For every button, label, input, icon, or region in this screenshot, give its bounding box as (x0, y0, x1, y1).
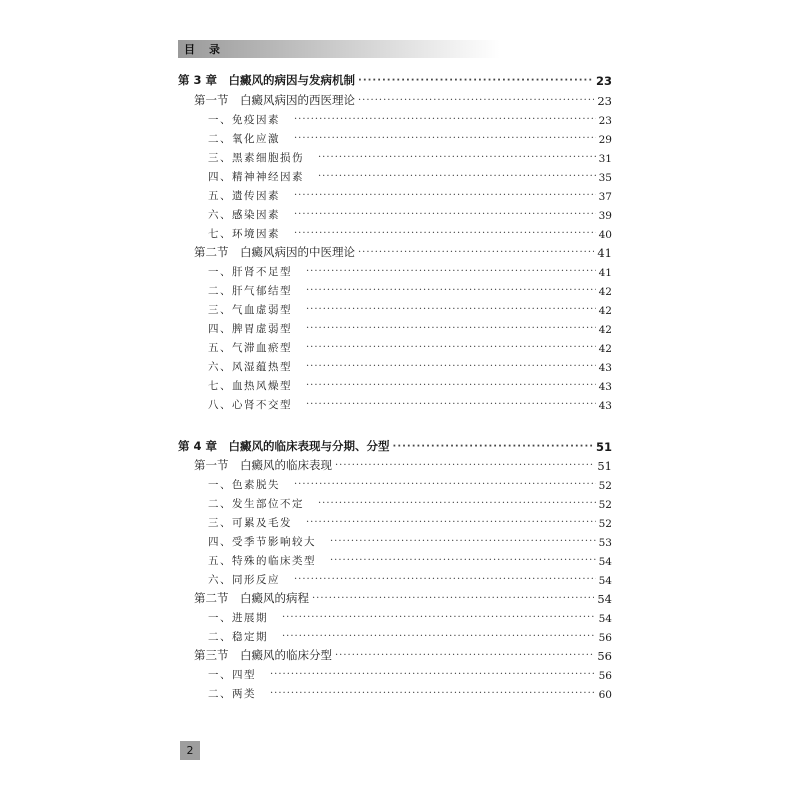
toc-entry-title: 第二节 白癜风的病程 (194, 591, 309, 605)
toc-chapter-row[interactable] (178, 438, 612, 454)
toc-sub-row[interactable] (208, 533, 612, 549)
page-number: 2 (180, 741, 200, 760)
toc-page-number: 43 (598, 362, 612, 374)
toc-sub-row[interactable] (208, 282, 612, 298)
leader-dots (294, 189, 596, 203)
toc-section-row[interactable] (194, 244, 612, 260)
toc-entry-title: 六、感染因素 (208, 209, 280, 221)
toc-entry-title: 一、免疫因素 (208, 114, 280, 126)
toc-page-number: 54 (598, 613, 612, 625)
toc-sub-row[interactable] (208, 187, 612, 203)
toc-entry-title: 四、受季节影响较大 (208, 536, 316, 548)
toc-sub-row[interactable] (208, 168, 612, 184)
toc-sub-row[interactable] (208, 149, 612, 165)
toc-page-number: 43 (598, 400, 612, 412)
toc-page-number: 52 (598, 499, 612, 511)
toc-page-number: 37 (598, 191, 612, 203)
toc-entry-title: 四、脾胃虚弱型 (208, 323, 292, 335)
toc-entry-title: 五、遗传因素 (208, 190, 280, 202)
toc-entry-title: 第三节 白癜风的临床分型 (194, 648, 332, 662)
toc-sub-row[interactable] (208, 666, 612, 682)
toc-sub-row[interactable] (208, 495, 612, 511)
toc-page-number: 42 (598, 343, 612, 355)
leader-dots (306, 398, 596, 412)
toc-sub-row[interactable] (208, 628, 612, 644)
leader-dots (358, 74, 593, 88)
leader-dots (306, 516, 596, 530)
toc-entry-title: 二、肝气郁结型 (208, 285, 292, 297)
leader-dots (335, 459, 594, 473)
leader-dots (318, 170, 596, 184)
toc-sub-row[interactable] (208, 609, 612, 625)
toc-sub-row[interactable] (208, 225, 612, 241)
toc-sub-row[interactable] (208, 552, 612, 568)
toc-entry-title: 五、气滞血瘀型 (208, 342, 292, 354)
toc-entry-title: 七、环境因素 (208, 228, 280, 240)
toc-page-number: 23 (597, 94, 612, 108)
toc-sub-row[interactable] (208, 339, 612, 355)
toc-page-number: 29 (598, 134, 612, 146)
leader-dots (306, 360, 596, 374)
toc-page-number: 42 (598, 305, 612, 317)
toc-page-number: 31 (598, 153, 612, 165)
toc-sub-row[interactable] (208, 206, 612, 222)
toc-section-row[interactable] (194, 457, 612, 473)
toc-entry-title: 第二节 白癜风病因的中医理论 (194, 245, 355, 259)
toc-page-number: 54 (598, 575, 612, 587)
toc-entry-title: 第 3 章 白癜风的病因与发病机制 (178, 73, 356, 87)
leader-dots (358, 246, 594, 260)
toc-section-row[interactable] (194, 647, 612, 663)
leader-dots (306, 284, 596, 298)
leader-dots (393, 440, 593, 454)
toc-entry-title: 四、精神神经因素 (208, 171, 304, 183)
leader-dots (282, 611, 596, 625)
leader-dots (358, 94, 594, 108)
toc-sub-row[interactable] (208, 320, 612, 336)
leader-dots (270, 668, 596, 682)
leader-dots (294, 132, 596, 146)
toc-entry-title: 三、可累及毛发 (208, 517, 292, 529)
toc-entry-title: 二、氧化应激 (208, 133, 280, 145)
toc-sub-row[interactable] (208, 476, 612, 492)
leader-dots (306, 303, 596, 317)
toc-entry-title: 第 4 章 白癜风的临床表现与分期、分型 (178, 439, 390, 453)
toc-entry-title: 七、血热风燥型 (208, 380, 292, 392)
leader-dots (294, 573, 596, 587)
toc-entry-title: 二、两类 (208, 688, 256, 700)
toc-entry-title: 一、色素脱失 (208, 479, 280, 491)
toc-entry-title: 一、进展期 (208, 612, 268, 624)
leader-dots (294, 113, 596, 127)
toc-page-number: 52 (598, 480, 612, 492)
toc-sub-row[interactable] (208, 301, 612, 317)
toc-page-number: 40 (598, 229, 612, 241)
leader-dots (306, 322, 596, 336)
leader-dots (330, 535, 596, 549)
leader-dots (318, 151, 596, 165)
toc-entry-title: 第一节 白癜风病因的西医理论 (194, 93, 355, 107)
toc-entry-title: 六、风湿蕴热型 (208, 361, 292, 373)
toc-entry-title: 二、发生部位不定 (208, 498, 304, 510)
toc-entry-title: 八、心肾不交型 (208, 399, 292, 411)
toc-sub-row[interactable] (208, 685, 612, 701)
toc-entry-title: 一、肝肾不足型 (208, 266, 292, 278)
toc-section-row[interactable] (194, 92, 612, 108)
leader-dots (294, 208, 596, 222)
toc-entry-title: 五、特殊的临床类型 (208, 555, 316, 567)
toc-sub-row[interactable] (208, 358, 612, 374)
toc-page-number: 35 (598, 172, 612, 184)
toc-page-number: 51 (595, 440, 612, 454)
toc-page-number: 41 (597, 246, 612, 260)
toc-entry-title: 第一节 白癜风的临床表现 (194, 458, 332, 472)
header-title: 目录 (184, 43, 234, 56)
toc-page-number: 60 (598, 689, 612, 701)
toc-sub-row[interactable] (208, 130, 612, 146)
leader-dots (270, 687, 596, 701)
toc-entry-title: 六、同形反应 (208, 574, 280, 586)
toc-page-number: 51 (597, 459, 612, 473)
toc-chapter-row[interactable] (178, 72, 612, 88)
leader-dots (335, 649, 594, 663)
toc-page-number: 56 (597, 649, 612, 663)
leader-dots (306, 265, 596, 279)
toc-entry-title: 一、四型 (208, 669, 256, 681)
toc-page-number: 42 (598, 324, 612, 336)
toc-section-row[interactable] (194, 590, 612, 606)
toc-page-number: 23 (598, 115, 612, 127)
toc-sub-row[interactable] (208, 571, 612, 587)
toc-page-number: 54 (598, 556, 612, 568)
leader-dots (312, 592, 594, 606)
toc-page-number: 56 (598, 632, 612, 644)
toc-page-number: 39 (598, 210, 612, 222)
toc-entry-title: 三、黑素细胞损伤 (208, 152, 304, 164)
toc-page-number: 53 (598, 537, 612, 549)
toc-sub-row[interactable] (208, 377, 612, 393)
leader-dots (306, 379, 596, 393)
toc-page-number: 52 (598, 518, 612, 530)
leader-dots (330, 554, 596, 568)
toc-entry-title: 二、稳定期 (208, 631, 268, 643)
toc-page-number: 54 (597, 592, 612, 606)
leader-dots (294, 478, 596, 492)
toc-entry-title: 三、气血虚弱型 (208, 304, 292, 316)
toc-page-number: 43 (598, 381, 612, 393)
header-bar (178, 40, 500, 58)
leader-dots (282, 630, 596, 644)
toc-page-number: 41 (598, 267, 612, 279)
toc-sub-row[interactable] (208, 514, 612, 530)
leader-dots (306, 341, 596, 355)
toc-sub-row[interactable] (208, 263, 612, 279)
toc-sub-row[interactable] (208, 396, 612, 412)
toc-sub-row[interactable] (208, 111, 612, 127)
toc-page-number: 23 (595, 74, 612, 88)
toc-page-number: 42 (598, 286, 612, 298)
toc-page-number: 56 (598, 670, 612, 682)
leader-dots (318, 497, 596, 511)
leader-dots (294, 227, 596, 241)
